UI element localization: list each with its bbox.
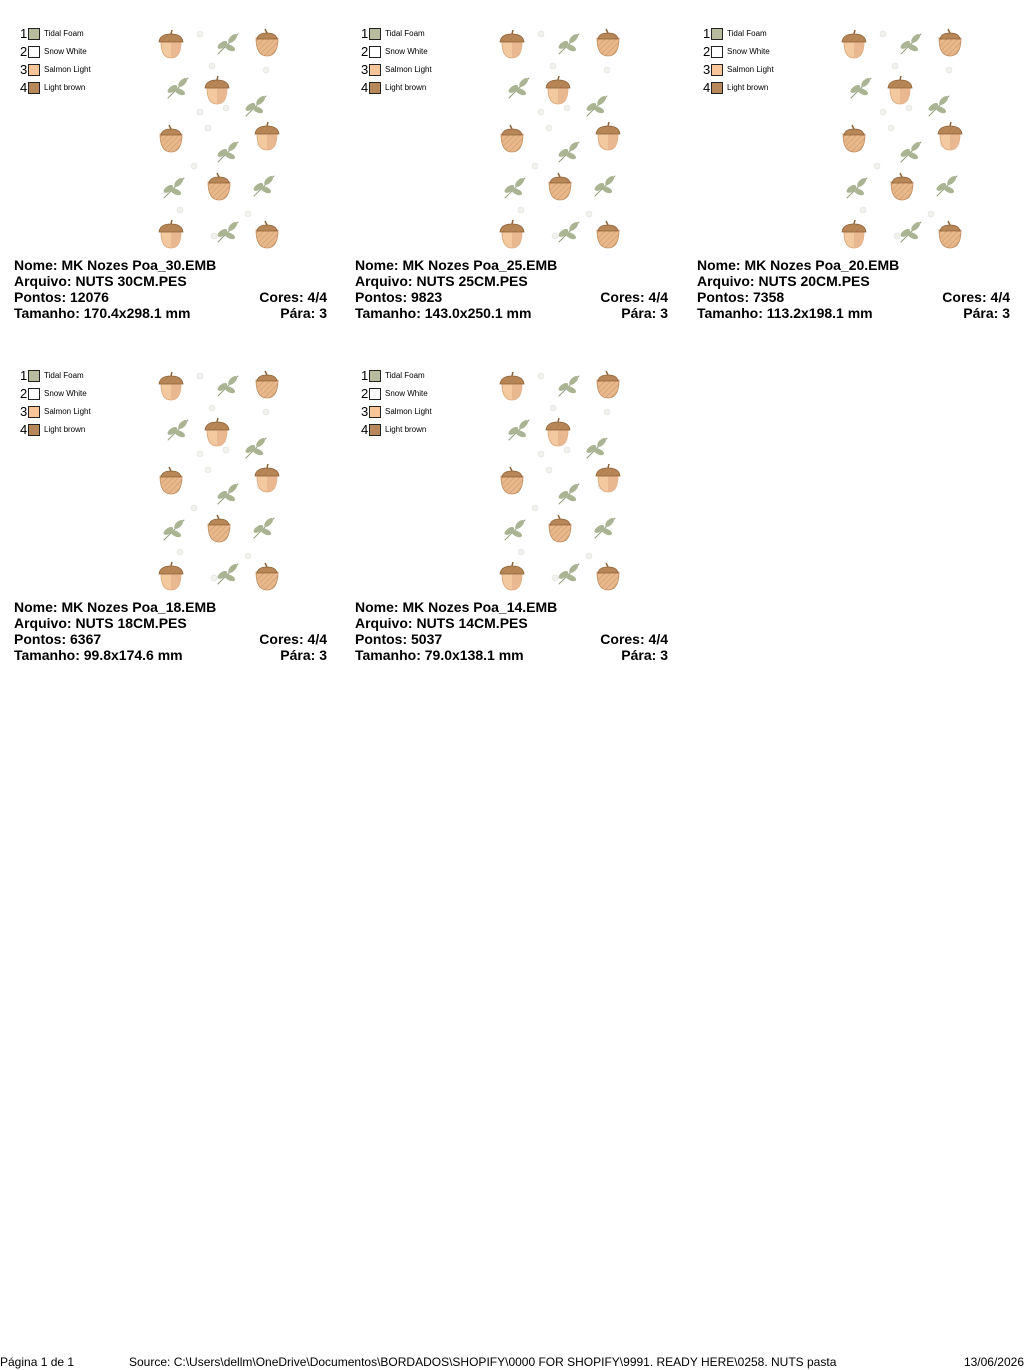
snow-dot xyxy=(564,447,570,453)
snow-dot xyxy=(518,207,524,213)
color-count: 4/4 xyxy=(307,289,327,305)
thread-number: 3 xyxy=(361,62,369,77)
thread-number: 1 xyxy=(20,26,28,41)
file-name: NUTS 14CM.PES xyxy=(416,615,528,631)
nome-label: Nome: xyxy=(14,257,58,273)
snow-dot xyxy=(586,553,592,559)
thread-legend-row xyxy=(20,62,140,78)
thread-swatch xyxy=(711,46,723,58)
leaf-motif xyxy=(593,516,615,538)
thread-legend-row xyxy=(20,404,140,420)
acorn-motif xyxy=(546,418,570,446)
design-size: 143.0x250.1 mm xyxy=(424,305,532,321)
thread-legend-row xyxy=(361,80,481,96)
snow-dot xyxy=(197,31,203,37)
acorn-motif xyxy=(159,30,183,58)
thread-name: Salmon Light xyxy=(44,65,91,74)
acorn-motif xyxy=(842,30,866,58)
leaf-motif xyxy=(557,374,579,396)
thread-name: Snow White xyxy=(44,47,87,56)
thread-number: 2 xyxy=(20,44,28,59)
thread-name: Tidal Foam xyxy=(44,371,84,380)
snow-dot xyxy=(205,467,211,473)
leaf-motif xyxy=(244,94,266,116)
thread-number: 1 xyxy=(20,368,28,383)
thread-name: Light brown xyxy=(44,425,86,434)
acorn-motif xyxy=(939,221,961,248)
stop-count: 3 xyxy=(660,647,668,663)
thread-number: 4 xyxy=(20,80,28,95)
design-info xyxy=(14,599,327,663)
snow-dot xyxy=(177,207,183,213)
para-label: Pára: xyxy=(280,305,316,321)
acorn-motif xyxy=(549,173,571,200)
snow-dot xyxy=(946,67,952,73)
thread-number: 1 xyxy=(703,26,711,41)
snow-dot xyxy=(223,105,229,111)
acorn-motif xyxy=(842,220,866,248)
thread-swatch xyxy=(711,28,723,40)
acorn-motif xyxy=(208,515,230,542)
thread-swatch xyxy=(28,28,40,40)
stitch-count: 12076 xyxy=(70,289,109,305)
tamanho-label: Tamanho: xyxy=(355,305,421,321)
acorn-motif xyxy=(939,29,961,56)
cores-label: Cores: xyxy=(600,289,645,305)
thread-number: 1 xyxy=(361,26,369,41)
print-date: 13/06/2026 xyxy=(963,1355,1024,1369)
thread-legend-row xyxy=(361,26,481,42)
thread-swatch xyxy=(28,388,40,400)
snow-dot xyxy=(550,405,556,411)
snow-dot xyxy=(245,553,251,559)
leaf-motif xyxy=(252,516,274,538)
snow-dot xyxy=(906,105,912,111)
design-card xyxy=(14,26,334,326)
acorn-motif xyxy=(500,220,524,248)
snow-dot xyxy=(538,451,544,457)
pontos-label: Pontos: xyxy=(697,289,750,305)
thread-name: Tidal Foam xyxy=(44,29,84,38)
snow-dot xyxy=(263,409,269,415)
acorn-motif xyxy=(159,562,183,590)
thread-legend-row xyxy=(361,44,481,60)
color-count: 4/4 xyxy=(648,631,668,647)
leaf-motif xyxy=(216,140,238,162)
leaf-motif xyxy=(162,518,184,540)
tamanho-label: Tamanho: xyxy=(355,647,421,663)
design-size: 170.4x298.1 mm xyxy=(83,305,191,321)
acorn-motif xyxy=(597,221,619,248)
thread-name: Salmon Light xyxy=(44,407,91,416)
thread-name: Snow White xyxy=(385,47,428,56)
thread-name: Salmon Light xyxy=(385,407,432,416)
thread-number: 4 xyxy=(703,80,711,95)
design-size: 99.8x174.6 mm xyxy=(83,647,183,663)
leaf-motif xyxy=(216,374,238,396)
thread-number: 3 xyxy=(20,62,28,77)
design-info xyxy=(355,599,668,663)
page-number: Página 1 de 1 xyxy=(0,1355,75,1369)
acorn-motif xyxy=(159,220,183,248)
leaf-motif xyxy=(557,220,579,242)
snow-dot xyxy=(552,575,558,581)
thread-number: 2 xyxy=(703,44,711,59)
acorn-motif xyxy=(160,467,182,494)
thread-legend-row xyxy=(361,386,481,402)
snow-dot xyxy=(604,67,610,73)
arquivo-label: Arquivo: xyxy=(697,273,755,289)
thread-swatch xyxy=(28,64,40,76)
design-size: 113.2x198.1 mm xyxy=(766,305,873,321)
snow-dot xyxy=(518,549,524,555)
stitch-count: 9823 xyxy=(411,289,443,305)
thread-swatch xyxy=(369,388,381,400)
snow-dot xyxy=(211,575,217,581)
thread-legend-row xyxy=(20,26,140,42)
acorn-motif xyxy=(500,30,524,58)
color-count: 4/4 xyxy=(648,289,668,305)
leaf-motif xyxy=(899,32,921,54)
snow-dot xyxy=(209,63,215,69)
file-name: NUTS 30CM.PES xyxy=(75,273,187,289)
snow-dot xyxy=(874,163,880,169)
thread-swatch xyxy=(28,370,40,382)
thread-number: 4 xyxy=(361,80,369,95)
design-card xyxy=(355,368,675,668)
thread-legend-row xyxy=(20,44,140,60)
arquivo-label: Arquivo: xyxy=(355,615,413,631)
thread-name: Snow White xyxy=(727,47,770,56)
thread-name: Salmon Light xyxy=(385,65,432,74)
snow-dot xyxy=(205,125,211,131)
stop-count: 3 xyxy=(319,647,327,663)
pontos-label: Pontos: xyxy=(14,289,67,305)
design-name: MK Nozes Poa_20.EMB xyxy=(744,257,900,273)
acorn-motif xyxy=(549,515,571,542)
thread-legend-row xyxy=(361,62,481,78)
thread-swatch xyxy=(28,82,40,94)
leaf-motif xyxy=(585,94,607,116)
snow-dot xyxy=(604,409,610,415)
embroidery-preview xyxy=(497,26,627,251)
snow-dot xyxy=(191,163,197,169)
leaf-motif xyxy=(849,76,871,98)
thread-swatch xyxy=(369,82,381,94)
leaf-motif xyxy=(927,94,949,116)
snow-dot xyxy=(223,447,229,453)
leaf-motif xyxy=(503,176,525,198)
acorn-motif xyxy=(501,125,523,152)
acorn-motif xyxy=(205,76,229,104)
snow-dot xyxy=(860,207,866,213)
pontos-label: Pontos: xyxy=(355,631,408,647)
acorn-motif xyxy=(160,125,182,152)
thread-name: Light brown xyxy=(44,83,86,92)
snow-dot xyxy=(209,405,215,411)
thread-swatch xyxy=(369,46,381,58)
snow-dot xyxy=(177,549,183,555)
leaf-motif xyxy=(935,174,957,196)
snow-dot xyxy=(928,211,934,217)
snow-dot xyxy=(564,105,570,111)
snow-dot xyxy=(191,505,197,511)
embroidery-preview xyxy=(497,368,627,593)
cores-label: Cores: xyxy=(259,289,304,305)
source-path: Source: C:\Users\dellm\OneDrive\Documentos\BORDADOS\SHOPIFY\0000 FOR SHOPIFY\9991. READY HERE\0258. NUTS pasta xyxy=(129,1355,837,1369)
snow-dot xyxy=(880,31,886,37)
leaf-motif xyxy=(899,140,921,162)
acorn-motif xyxy=(843,125,865,152)
leaf-motif xyxy=(503,518,525,540)
thread-swatch xyxy=(28,424,40,436)
snow-dot xyxy=(538,31,544,37)
snow-dot xyxy=(211,233,217,239)
arquivo-label: Arquivo: xyxy=(355,273,413,289)
thread-name: Snow White xyxy=(44,389,87,398)
cores-label: Cores: xyxy=(600,631,645,647)
design-size: 79.0x138.1 mm xyxy=(424,647,524,663)
design-info xyxy=(14,257,327,321)
para-label: Pára: xyxy=(621,647,657,663)
design-card xyxy=(697,26,1017,326)
embroidery-preview xyxy=(156,26,286,251)
thread-name: Snow White xyxy=(385,389,428,398)
thread-legend-row xyxy=(20,386,140,402)
stitch-count: 7358 xyxy=(753,289,785,305)
leaf-motif xyxy=(557,140,579,162)
thread-swatch xyxy=(369,370,381,382)
pontos-label: Pontos: xyxy=(355,289,408,305)
design-name: MK Nozes Poa_18.EMB xyxy=(61,599,217,615)
acorn-motif xyxy=(501,467,523,494)
color-count: 4/4 xyxy=(307,631,327,647)
thread-legend-row xyxy=(20,422,140,438)
snow-dot xyxy=(546,125,552,131)
acorn-motif xyxy=(888,76,912,104)
leaf-motif xyxy=(845,176,867,198)
design-info xyxy=(697,257,1010,321)
snow-dot xyxy=(197,109,203,115)
snow-dot xyxy=(546,467,552,473)
leaf-motif xyxy=(162,176,184,198)
thread-legend-row xyxy=(703,80,823,96)
thread-number: 2 xyxy=(361,386,369,401)
thread-number: 3 xyxy=(703,62,711,77)
design-info xyxy=(355,257,668,321)
leaf-motif xyxy=(216,562,238,584)
leaf-motif xyxy=(899,220,921,242)
thread-name: Salmon Light xyxy=(727,65,774,74)
acorn-motif xyxy=(500,562,524,590)
acorn-motif xyxy=(546,76,570,104)
thread-number: 3 xyxy=(20,404,28,419)
thread-number: 4 xyxy=(361,422,369,437)
acorn-motif xyxy=(597,371,619,398)
leaf-motif xyxy=(166,418,188,440)
acorn-motif xyxy=(256,29,278,56)
stop-count: 3 xyxy=(1002,305,1010,321)
nome-label: Nome: xyxy=(14,599,58,615)
leaf-motif xyxy=(557,32,579,54)
acorn-motif xyxy=(256,221,278,248)
thread-legend-row xyxy=(20,80,140,96)
leaf-motif xyxy=(216,32,238,54)
snow-dot xyxy=(245,211,251,217)
design-name: MK Nozes Poa_14.EMB xyxy=(402,599,558,615)
snow-dot xyxy=(532,163,538,169)
leaf-motif xyxy=(557,562,579,584)
thread-name: Light brown xyxy=(727,83,769,92)
thread-swatch xyxy=(369,406,381,418)
thread-swatch xyxy=(28,46,40,58)
thread-number: 3 xyxy=(361,404,369,419)
thread-legend-row xyxy=(361,404,481,420)
file-name: NUTS 18CM.PES xyxy=(75,615,187,631)
thread-number: 1 xyxy=(361,368,369,383)
snow-dot xyxy=(538,109,544,115)
snow-dot xyxy=(538,373,544,379)
leaf-motif xyxy=(216,482,238,504)
arquivo-label: Arquivo: xyxy=(14,273,72,289)
thread-swatch xyxy=(711,82,723,94)
tamanho-label: Tamanho: xyxy=(14,305,80,321)
cores-label: Cores: xyxy=(259,631,304,647)
thread-number: 4 xyxy=(20,422,28,437)
acorn-motif xyxy=(205,418,229,446)
thread-name: Tidal Foam xyxy=(385,371,425,380)
leaf-motif xyxy=(216,220,238,242)
leaf-motif xyxy=(593,174,615,196)
thread-legend-row xyxy=(703,62,823,78)
thread-number: 2 xyxy=(20,386,28,401)
nome-label: Nome: xyxy=(697,257,741,273)
design-name: MK Nozes Poa_25.EMB xyxy=(402,257,558,273)
thread-legend-row xyxy=(20,368,140,384)
leaf-motif xyxy=(166,76,188,98)
thread-legend-row xyxy=(361,422,481,438)
thread-name: Light brown xyxy=(385,425,427,434)
file-name: NUTS 20CM.PES xyxy=(758,273,870,289)
nome-label: Nome: xyxy=(355,257,399,273)
leaf-motif xyxy=(557,482,579,504)
thread-legend-row xyxy=(703,44,823,60)
thread-name: Light brown xyxy=(385,83,427,92)
embroidery-preview xyxy=(839,26,969,251)
design-card xyxy=(14,368,334,668)
stitch-count: 5037 xyxy=(411,631,443,647)
thread-name: Tidal Foam xyxy=(385,29,425,38)
page-footer xyxy=(0,1354,1024,1370)
leaf-motif xyxy=(585,436,607,458)
thread-swatch xyxy=(369,64,381,76)
para-label: Pára: xyxy=(963,305,999,321)
para-label: Pára: xyxy=(280,647,316,663)
snow-dot xyxy=(880,109,886,115)
acorn-motif xyxy=(597,29,619,56)
thread-name: Tidal Foam xyxy=(727,29,767,38)
stop-count: 3 xyxy=(660,305,668,321)
leaf-motif xyxy=(244,436,266,458)
thread-swatch xyxy=(369,28,381,40)
design-card xyxy=(355,26,675,326)
thread-legend-row xyxy=(361,368,481,384)
thread-number: 2 xyxy=(361,44,369,59)
acorn-motif xyxy=(891,173,913,200)
acorn-motif xyxy=(500,372,524,400)
acorn-motif xyxy=(159,372,183,400)
snow-dot xyxy=(532,505,538,511)
tamanho-label: Tamanho: xyxy=(14,647,80,663)
snow-dot xyxy=(263,67,269,73)
snow-dot xyxy=(892,63,898,69)
nome-label: Nome: xyxy=(355,599,399,615)
embroidery-preview xyxy=(156,368,286,593)
snow-dot xyxy=(894,233,900,239)
color-count: 4/4 xyxy=(990,289,1010,305)
stop-count: 3 xyxy=(319,305,327,321)
snow-dot xyxy=(197,373,203,379)
snow-dot xyxy=(197,451,203,457)
arquivo-label: Arquivo: xyxy=(14,615,72,631)
snow-dot xyxy=(586,211,592,217)
snow-dot xyxy=(550,63,556,69)
stitch-count: 6367 xyxy=(70,631,102,647)
thread-legend-row xyxy=(703,26,823,42)
acorn-motif xyxy=(256,371,278,398)
leaf-motif xyxy=(252,174,274,196)
pontos-label: Pontos: xyxy=(14,631,67,647)
file-name: NUTS 25CM.PES xyxy=(416,273,528,289)
acorn-motif xyxy=(256,563,278,590)
thread-swatch xyxy=(28,406,40,418)
leaf-motif xyxy=(507,418,529,440)
design-name: MK Nozes Poa_30.EMB xyxy=(61,257,217,273)
acorn-motif xyxy=(208,173,230,200)
tamanho-label: Tamanho: xyxy=(697,305,763,321)
snow-dot xyxy=(888,125,894,131)
thread-swatch xyxy=(711,64,723,76)
cores-label: Cores: xyxy=(942,289,987,305)
acorn-motif xyxy=(597,563,619,590)
snow-dot xyxy=(552,233,558,239)
thread-swatch xyxy=(369,424,381,436)
leaf-motif xyxy=(507,76,529,98)
para-label: Pára: xyxy=(621,305,657,321)
